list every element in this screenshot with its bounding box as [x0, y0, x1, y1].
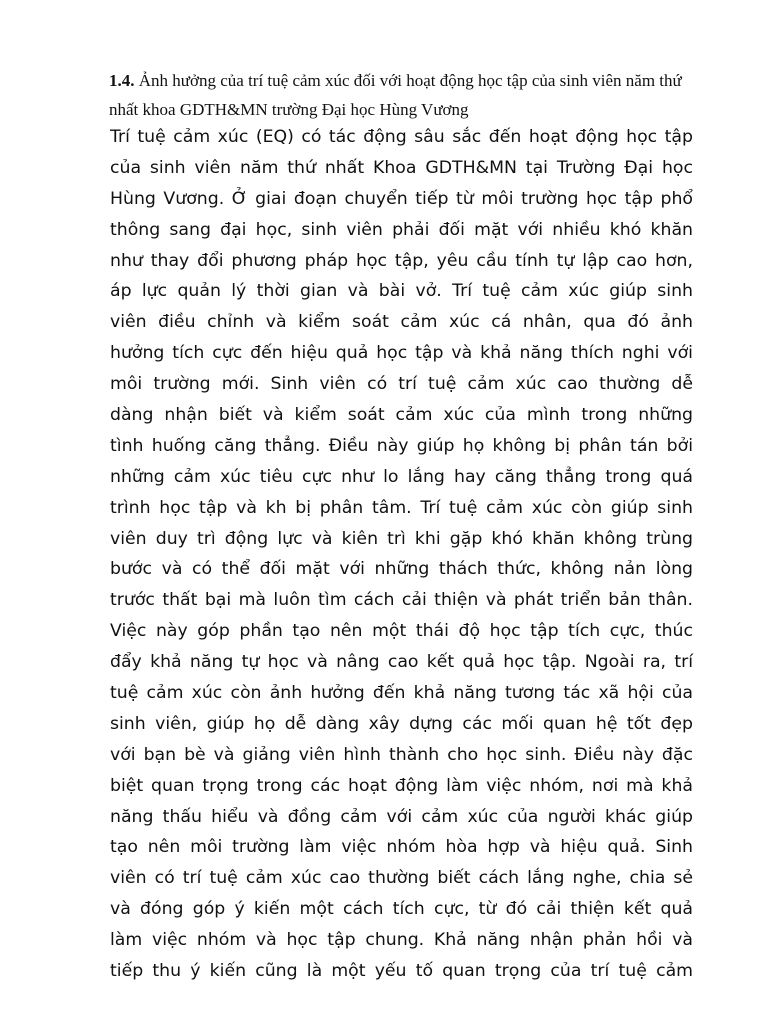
body-line: những cảm xúc tiêu cực như lo lắng hay căng thẳng trong quá	[110, 466, 693, 487]
body-line: với bạn bè và giảng viên hình thành cho học sinh. Điều này đặc	[110, 744, 693, 765]
body-line: như thay đổi phương pháp học tập, yêu cầu tính tự lập cao hơn,	[110, 250, 693, 271]
body-line: của sinh viên năm thứ nhất Khoa GDTH&MN tại Trường Đại học	[110, 157, 693, 178]
body-line: thông sang đại học, sinh viên phải đối mặt với nhiều khó khăn	[110, 219, 693, 240]
body-line: viên có trí tuệ cảm xúc cao thường biết cách lắng nghe, chia sẻ	[110, 868, 693, 889]
body-line: bước và có thể đối mặt với những thách thức, không nản lòng	[110, 559, 693, 580]
body-line: tuệ cảm xúc còn ảnh hưởng đến khả năng tương tác xã hội của	[110, 683, 693, 704]
body-line: làm việc nhóm và học tập chung. Khả năng nhận phản hồi và	[110, 930, 693, 951]
body-line: năng thấu hiểu và đồng cảm với cảm xúc của người khác giúp	[110, 806, 693, 827]
body-line: Trí tuệ cảm xúc (EQ) có tác động sâu sắc đến hoạt động học tập	[110, 127, 693, 147]
body-line: dàng nhận biết và kiểm soát cảm xúc của mình trong những	[110, 405, 693, 426]
body-line: đẩy khả năng tự học và nâng cao kết quả học tập. Ngoài ra, trí	[110, 652, 693, 673]
body-line: tiếp thu ý kiến cũng là một yếu tố quan trọng của trí tuệ cảm	[110, 961, 693, 982]
body-line: áp lực quản lý thời gian và bài vở. Trí tuệ cảm xúc giúp sinh	[110, 281, 693, 302]
body-line: sinh viên, giúp họ dễ dàng xây dựng các mối quan hệ tốt đẹp	[110, 713, 693, 734]
body-line: môi trường mới. Sinh viên có trí tuệ cảm xúc cao thường dễ	[110, 374, 693, 395]
body-line: biệt quan trọng trong các hoạt động làm việc nhóm, nơi mà khả	[110, 775, 693, 796]
section-title: Ảnh hưởng của trí tuệ cảm xúc đối với hoạt động học tập của sinh viên năm thứ nhất khoa GDTH&MN trường Đại học Hùng Vương	[109, 71, 682, 119]
section-heading	[109, 66, 695, 124]
body-line: tình huống căng thẳng. Điều này giúp họ không bị phân tán bởi	[110, 435, 693, 456]
body-line: trước thất bại mà luôn tìm cách cải thiện và phát triển bản thân.	[110, 590, 693, 611]
body-line: tạo nên môi trường làm việc nhóm hòa hợp và hiệu quả. Sinh	[110, 837, 693, 858]
body-paragraph	[110, 122, 693, 987]
body-line: và đóng góp ý kiến một cách tích cực, từ đó cải thiện kết quả	[110, 899, 693, 920]
body-line: Việc này góp phần tạo nên một thái độ học tập tích cực, thúc	[110, 621, 693, 642]
body-line: viên điều chỉnh và kiểm soát cảm xúc cá nhân, qua đó ảnh	[110, 312, 693, 333]
body-line: hưởng tích cực đến hiệu quả học tập và khả năng thích nghi với	[110, 343, 693, 364]
body-line: trình học tập và kh bị phân tâm. Trí tuệ cảm xúc còn giúp sinh	[110, 497, 693, 518]
body-line: viên duy trì động lực và kiên trì khi gặp khó khăn không trùng	[110, 528, 693, 549]
section-number: 1.4.	[109, 71, 135, 90]
body-line: Hùng Vương. Ở giai đoạn chuyển tiếp từ môi trường học tập phổ	[110, 188, 693, 209]
